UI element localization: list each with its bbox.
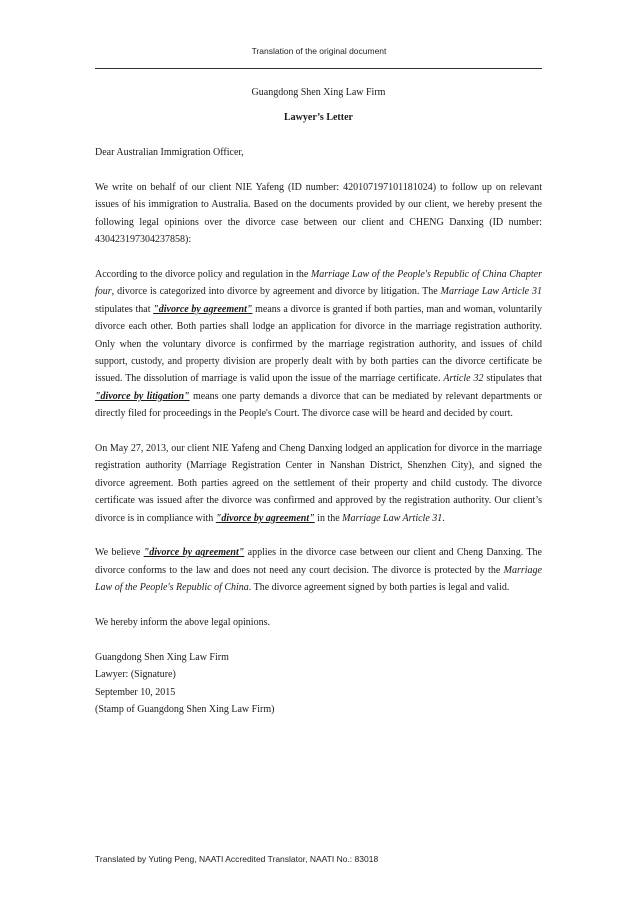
- signature-block: [95, 649, 542, 719]
- paragraph-opinion: [95, 544, 542, 596]
- emphasis-term: "divorce by agreement": [153, 303, 253, 315]
- paragraph-case-facts: [95, 440, 542, 527]
- italic-law-reference: Article 32: [443, 373, 484, 385]
- firm-title: Guangdong Shen Xing Law Firm: [251, 87, 386, 98]
- signature-lawyer: Lawyer: (Signature): [95, 669, 176, 681]
- text-span: .: [442, 512, 445, 524]
- header-note: Translation of the original document: [251, 46, 387, 56]
- text-span: in the: [314, 512, 343, 524]
- text-span: On May 27, 2013, our client NIE Yafeng and Cheng Danxing lodged an application for divorce in the marriage registration authority (Marriage Registration Center in Nanshan District, Shenzhen City), and signed the divorce agreement. Both parties agreed on the settlement of their property and child custody. The divorce certificate was issued after the divorce was confirmed and approved by the registration authority. Our client’s divorce is in compliance with: [95, 443, 542, 524]
- text-span: stipulates that: [483, 373, 542, 385]
- text-span: According to the divorce policy and regulation in the: [95, 269, 311, 281]
- signature-firm: Guangdong Shen Xing Law Firm: [95, 651, 229, 663]
- emphasis-term: "divorce by agreement": [143, 547, 245, 559]
- footer-note: Translated by Yuting Peng, NAATI Accredited Translator, NAATI No.: 83018: [95, 854, 379, 864]
- italic-law-reference: Marriage Law Article 31: [440, 286, 542, 298]
- letter-body: [95, 84, 542, 719]
- text-span: , divorce is categorized into divorce by agreement and divorce by litigation. The: [111, 286, 441, 298]
- signature-date: September 10, 2015: [95, 686, 176, 698]
- text-span: stipulates that: [95, 303, 154, 315]
- text-span: We believe: [95, 547, 144, 559]
- text-span: . The divorce agreement signed by both parties is legal and valid.: [248, 582, 510, 594]
- italic-law-reference: Marriage Law of the People's Republic of China Chapter four: [95, 269, 542, 298]
- paragraph-closing: We hereby inform the above legal opinions.: [95, 617, 270, 629]
- header-divider: [95, 68, 542, 69]
- italic-law-reference: Marriage Law Article 31: [342, 512, 443, 524]
- letter-title: Lawyer’s Letter: [284, 112, 353, 124]
- text-span: applies in the divorce case between our client and Cheng Danxing. The divorce conforms to the law and does not need any court decision. The divorce is protected by the: [95, 547, 542, 576]
- text-span: means one party demands a divorce that can be mediated by relevant departments or directly filed for proceedings in the People's Court. The divorce case will be heard and decided by court.: [95, 390, 542, 420]
- salutation: Dear Australian Immigration Officer,: [95, 147, 244, 159]
- emphasis-term: "divorce by litigation": [95, 390, 190, 402]
- italic-law-reference: Marriage Law of the People's Republic of China: [95, 564, 542, 594]
- emphasis-term: "divorce by agreement": [215, 512, 315, 524]
- paragraph-divorce-policy: [95, 266, 542, 423]
- text-span: means a divorce is granted if both parties, man and woman, voluntarily divorce each other. Both parties shall lodge an application for divorce in the marriage registration authority. Only when the voluntary divorce is confirmed by the marriage registration authority, and issues of child support, custody, and property division are properly dealt with by both parties can the divorce certificate be issued. The dissolution of marriage is valid upon the issue of the marriage certificate.: [95, 303, 542, 385]
- paragraph-intro: We write on behalf of our client NIE Yafeng (ID number: 420107197101181024) to follow up on relevant issues of his immigration to Australia. Based on the documents provided by our client, we hereby present the following legal opinions over the divorce case between our client and CHENG Danxing (ID number: 430423197304237858):: [95, 182, 542, 246]
- signature-stamp: (Stamp of Guangdong Shen Xing Law Firm): [95, 704, 275, 716]
